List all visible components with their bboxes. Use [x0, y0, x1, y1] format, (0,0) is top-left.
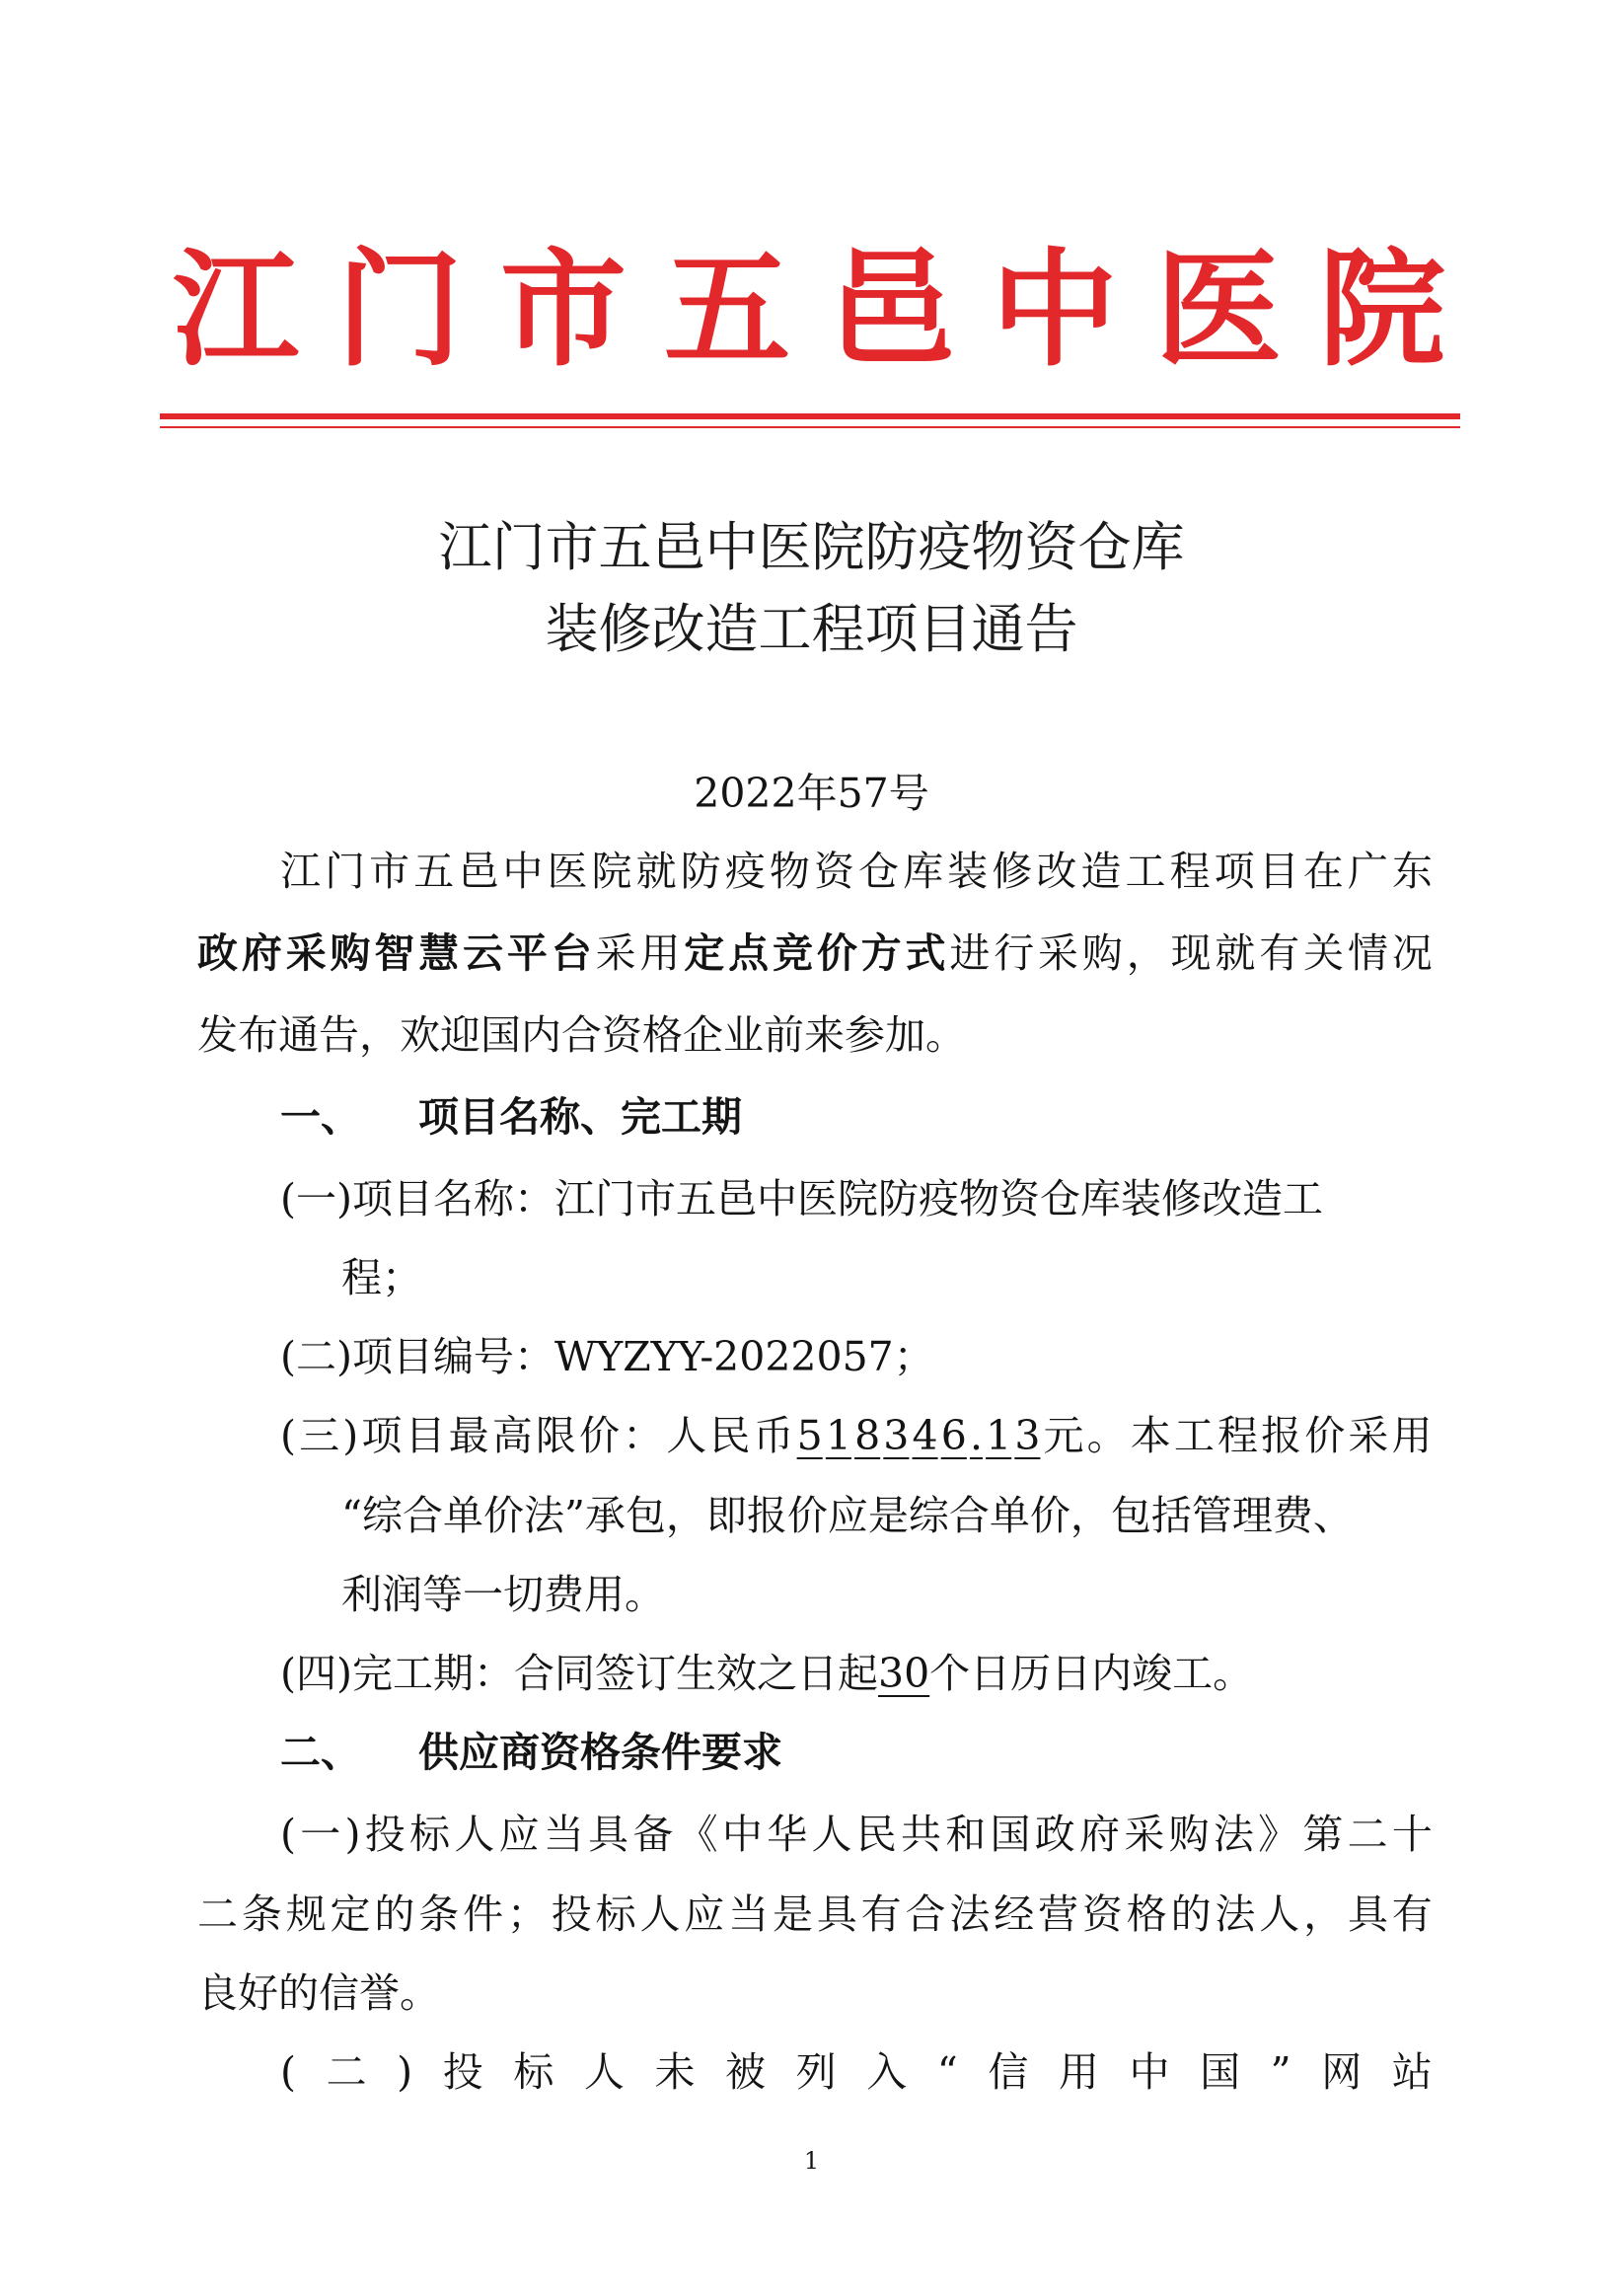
item-text: 工 [1173, 1412, 1215, 1459]
intro-procurement-method: 方 [860, 929, 902, 977]
item-text: 目 [405, 1412, 446, 1459]
intro-line-3 [197, 1005, 1433, 1065]
text-char: 第 [1302, 1811, 1344, 1858]
item-text: 人 [666, 1412, 707, 1459]
text-char: ( [280, 1811, 296, 1858]
letterhead-char: 中 [991, 237, 1118, 384]
text-char: 东 [1391, 848, 1433, 895]
text-char: 国 [1200, 2048, 1241, 2096]
text-char: 人 [1259, 1890, 1300, 1938]
letterhead-org-name [173, 232, 1445, 390]
text-char: 规 [285, 1890, 327, 1938]
page-number: 1 [803, 2147, 820, 2175]
item-text: 利润等一切费用。 [341, 1571, 665, 1618]
section-heading-2 [280, 1723, 782, 1782]
text-char: 购 [1168, 1811, 1210, 1858]
text-char: 资 [813, 848, 854, 895]
item-text: (二)项目编号：WYZYY-2022057； [280, 1333, 934, 1380]
section-number: 二、 [280, 1729, 361, 1776]
text-char: 工 [1125, 848, 1166, 895]
item-text: 价 [1304, 1412, 1346, 1459]
text-char: 中 [1129, 2048, 1170, 2096]
text-char: 人 [639, 1890, 681, 1938]
item-text: 。 [1086, 1412, 1128, 1459]
item-text: “综合单价法”承包，即报价应是综合单价，包括管理费、 [341, 1492, 1354, 1539]
item-text: 民 [709, 1412, 751, 1459]
text-char: 二 [197, 1890, 238, 1938]
intro-text: 购 [1081, 929, 1123, 977]
text-char: 十 [1391, 1811, 1433, 1858]
letterhead-char: 市 [499, 237, 627, 384]
text-char: 就 [635, 848, 677, 895]
intro-platform-name: 政 [197, 929, 238, 977]
text-char: 标 [409, 1811, 451, 1858]
intro-procurement-method: 式 [905, 929, 946, 977]
text-char: 改 [1036, 848, 1077, 895]
item-text: ( [280, 1412, 296, 1459]
intro-platform-name: 府 [241, 929, 282, 977]
text-char: 用 [1058, 2048, 1099, 2096]
text-char: “ [936, 2048, 958, 2096]
text-char: 格 [1126, 1890, 1167, 1938]
section1-item-1-line-1 [280, 1169, 1323, 1228]
intro-text: 用 [639, 929, 681, 977]
item-text: 本 [1130, 1412, 1171, 1459]
text-char: 门 [325, 848, 366, 895]
text-char: 备 [632, 1811, 674, 1858]
text-char: 五 [413, 848, 455, 895]
max-price-amount: 8 [854, 1412, 881, 1459]
intro-procurement-method: 价 [816, 929, 857, 977]
text-char: 投 [551, 1890, 592, 1938]
section-title: 供应商资格条件要求 [418, 1729, 782, 1776]
letterhead-char: 院 [1318, 237, 1445, 384]
text-char: 广 [1347, 848, 1388, 895]
text-char: 营 [1038, 1890, 1079, 1938]
item-text: 限 [535, 1412, 576, 1459]
text-char: 法 [949, 1890, 991, 1938]
text-char: 院 [591, 848, 632, 895]
item-text: 元 [1043, 1412, 1084, 1459]
intro-line-1 [280, 842, 1433, 901]
letterhead-char: 医 [1154, 237, 1282, 384]
text-char: 人 [811, 1811, 852, 1858]
max-price-amount: 3 [1014, 1412, 1041, 1459]
text-char: 被 [725, 2048, 767, 2096]
intro-text: 采 [1038, 929, 1079, 977]
text-char: 入 [866, 2048, 908, 2096]
document-title-line-2: 装修改造工程项目通告 [545, 598, 1078, 660]
intro-procurement-method: 竞 [772, 929, 813, 977]
section2-item-2-line-1 [280, 2042, 1433, 2102]
section-heading-1 [280, 1087, 742, 1147]
text-char: 的 [374, 1890, 415, 1938]
text-char: 应 [684, 1890, 725, 1938]
text-char: 标 [513, 2048, 554, 2096]
text-char: 二 [1347, 1811, 1388, 1858]
text-char: 在 [1302, 848, 1344, 895]
text-char: 采 [1124, 1811, 1165, 1858]
intro-procurement-method: 定 [684, 929, 725, 977]
text-char: 修 [992, 848, 1033, 895]
text-char: 人 [583, 2048, 625, 2096]
intro-text: ， [1126, 929, 1167, 977]
item-text: 采 [1348, 1412, 1389, 1459]
text-char: 投 [442, 2048, 483, 2096]
text-char: 件 [463, 1890, 504, 1938]
text-char: 应 [498, 1811, 540, 1858]
section1-item-1-line-2 [341, 1248, 422, 1307]
max-price-amount: 5 [796, 1412, 823, 1459]
letterhead-char: 门 [335, 237, 463, 384]
text-char: 合 [905, 1890, 946, 1938]
letterhead-rule-thick [160, 413, 1460, 419]
text-char: 和 [945, 1811, 987, 1858]
max-price-amount: 6 [940, 1412, 967, 1459]
max-price-amount: . [969, 1412, 983, 1459]
text-char: 中 [721, 1811, 763, 1858]
section1-item-4 [280, 1644, 1253, 1703]
item-text: 项 [361, 1412, 403, 1459]
document-number: 2022年57号 [694, 770, 929, 817]
text-char: 医 [547, 848, 588, 895]
text-char: 江 [280, 848, 321, 895]
text-char: 装 [947, 848, 989, 895]
text-char: 有 [1391, 1890, 1433, 1938]
intro-text: 发布通告，欢迎国内合资格企业前来参加。 [197, 1011, 966, 1059]
item-text: ： [623, 1412, 664, 1459]
item-text: 用 [1391, 1412, 1433, 1459]
text-char: 府 [1079, 1811, 1121, 1858]
text-char: 共 [900, 1811, 941, 1858]
item-text: 程； [341, 1254, 422, 1301]
intro-platform-name: 平 [506, 929, 548, 977]
text-char: 政 [1034, 1811, 1075, 1858]
text-char: 站 [1391, 2048, 1433, 2096]
intro-platform-name: 台 [551, 929, 592, 977]
text-char: ) [344, 1811, 361, 1858]
section1-item-3-line-3 [341, 1565, 665, 1624]
text-char: 国 [990, 1811, 1031, 1858]
section1-item-3-line-1 [280, 1406, 1433, 1465]
text-char: 《 [677, 1811, 718, 1858]
text-char: 邑 [458, 848, 499, 895]
text-char: 标 [595, 1890, 636, 1938]
text-char: 资 [1081, 1890, 1123, 1938]
text-char: ( [280, 2048, 296, 2096]
text-char: 具 [588, 1811, 629, 1858]
text-char: ) [397, 2048, 413, 2096]
text-char: 经 [994, 1890, 1035, 1938]
intro-platform-name: 智 [374, 929, 415, 977]
intro-text: 有 [1259, 929, 1300, 977]
section2-item-1-line-3 [197, 1963, 440, 2023]
text-char: 的 [1170, 1890, 1212, 1938]
text-char: 项 [1214, 848, 1255, 895]
intro-platform-name: 慧 [418, 929, 460, 977]
text-char: 人 [454, 1811, 495, 1858]
text-char: 物 [769, 848, 810, 895]
max-price-amount: 1 [825, 1412, 851, 1459]
text-char: 信 [988, 2048, 1029, 2096]
text-char: 法 [1215, 1890, 1256, 1938]
text-char: 列 [795, 2048, 837, 2096]
item-text: 高 [491, 1412, 533, 1459]
text-char: 定 [330, 1890, 371, 1938]
section-title: 项目名称、完工期 [418, 1093, 742, 1141]
intro-text: 况 [1391, 929, 1433, 977]
intro-platform-name: 购 [330, 929, 371, 977]
item-text: 最 [448, 1412, 489, 1459]
max-price-amount: 1 [986, 1412, 1012, 1459]
text-char: 条 [418, 1890, 460, 1938]
text-char: 华 [767, 1811, 808, 1858]
text-char: 二 [326, 2048, 367, 2096]
item-text: 程 [1217, 1412, 1259, 1459]
intro-text: 进 [949, 929, 991, 977]
document-title-line-1: 江门市五邑中医院防疫物资仓库 [438, 516, 1185, 578]
max-price-amount: 4 [912, 1412, 938, 1459]
item-text: 币 [753, 1412, 794, 1459]
intro-text: 采 [595, 929, 636, 977]
text-char: 投 [364, 1811, 406, 1858]
text-char: 当 [543, 1811, 584, 1858]
section-number: 一、 [280, 1093, 361, 1141]
intro-text: 情 [1347, 929, 1388, 977]
intro-platform-name: 云 [463, 929, 504, 977]
text-char: ， [1303, 1890, 1345, 1938]
text-char: ” [1270, 2048, 1291, 2096]
item-text: 报 [1261, 1412, 1302, 1459]
text-char: 目 [1258, 848, 1299, 895]
text-char: 疫 [724, 848, 766, 895]
text-char: 防 [680, 848, 721, 895]
text-char: 一 [300, 1811, 341, 1858]
completion-days: 30 [878, 1650, 930, 1697]
item-text: 个日历日内竣工。 [929, 1650, 1254, 1697]
text-char: 中 [502, 848, 544, 895]
letterhead-char: 江 [173, 237, 300, 384]
item-text: 良好的信誉。 [197, 1969, 440, 2017]
letterhead-rule-thin [160, 426, 1460, 428]
letterhead-char: 五 [663, 237, 790, 384]
text-char: 造 [1080, 848, 1122, 895]
text-char: 程 [1169, 848, 1211, 895]
text-char: 仓 [858, 848, 900, 895]
text-char: 当 [728, 1890, 770, 1938]
text-char: ； [506, 1890, 548, 1938]
text-char: 具 [816, 1890, 857, 1938]
intro-text: 现 [1170, 929, 1212, 977]
text-char: 库 [903, 848, 944, 895]
intro-text: 行 [994, 929, 1035, 977]
intro-text: 就 [1215, 929, 1256, 977]
section1-item-2 [280, 1327, 934, 1386]
text-char: 条 [241, 1890, 282, 1938]
text-char: 网 [1321, 2048, 1363, 2096]
section2-item-1-line-1 [280, 1805, 1433, 1864]
letterhead-char: 邑 [827, 237, 954, 384]
text-char: 民 [855, 1811, 897, 1858]
text-char: 》 [1258, 1811, 1299, 1858]
item-text: ) [342, 1412, 359, 1459]
item-text: (一)项目名称：江门市五邑中医院防疫物资仓库装修改造工 [280, 1175, 1323, 1222]
section1-item-3-line-2 [341, 1486, 1354, 1545]
text-char: 市 [369, 848, 410, 895]
text-char: 具 [1347, 1890, 1388, 1938]
text-char: 法 [1213, 1811, 1254, 1858]
item-text: 三 [299, 1412, 340, 1459]
intro-line-2 [197, 924, 1433, 983]
item-text: 价 [579, 1412, 620, 1459]
max-price-amount: 3 [883, 1412, 910, 1459]
intro-platform-name: 采 [285, 929, 327, 977]
item-text: (四)完工期：合同签订生效之日起 [280, 1650, 878, 1697]
text-char: 未 [654, 2048, 696, 2096]
text-char: 有 [860, 1890, 902, 1938]
intro-text: 关 [1303, 929, 1345, 977]
intro-procurement-method: 点 [728, 929, 770, 977]
text-char: 是 [772, 1890, 813, 1938]
section2-item-1-line-2 [197, 1885, 1433, 1944]
